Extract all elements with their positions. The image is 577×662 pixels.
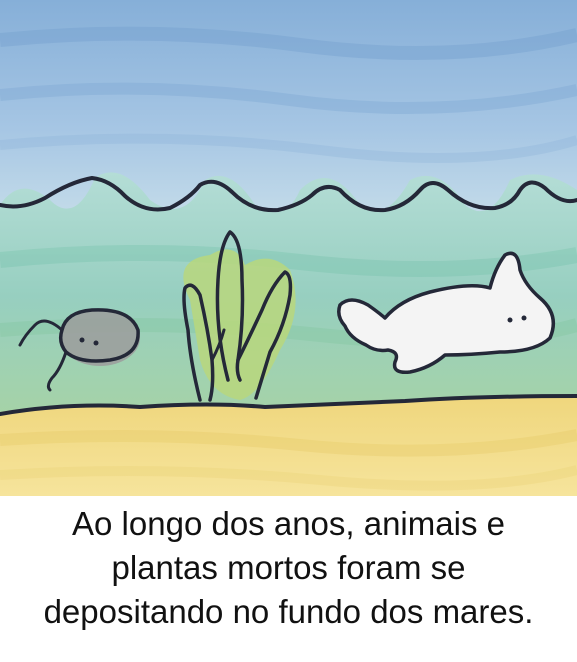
caption-line-2: plantas mortos foram se xyxy=(111,549,466,586)
caption-line-1: Ao longo dos anos, animais e xyxy=(72,505,505,542)
caption xyxy=(0,502,577,658)
caption-line-3: depositando no fundo dos mares. xyxy=(43,593,534,630)
